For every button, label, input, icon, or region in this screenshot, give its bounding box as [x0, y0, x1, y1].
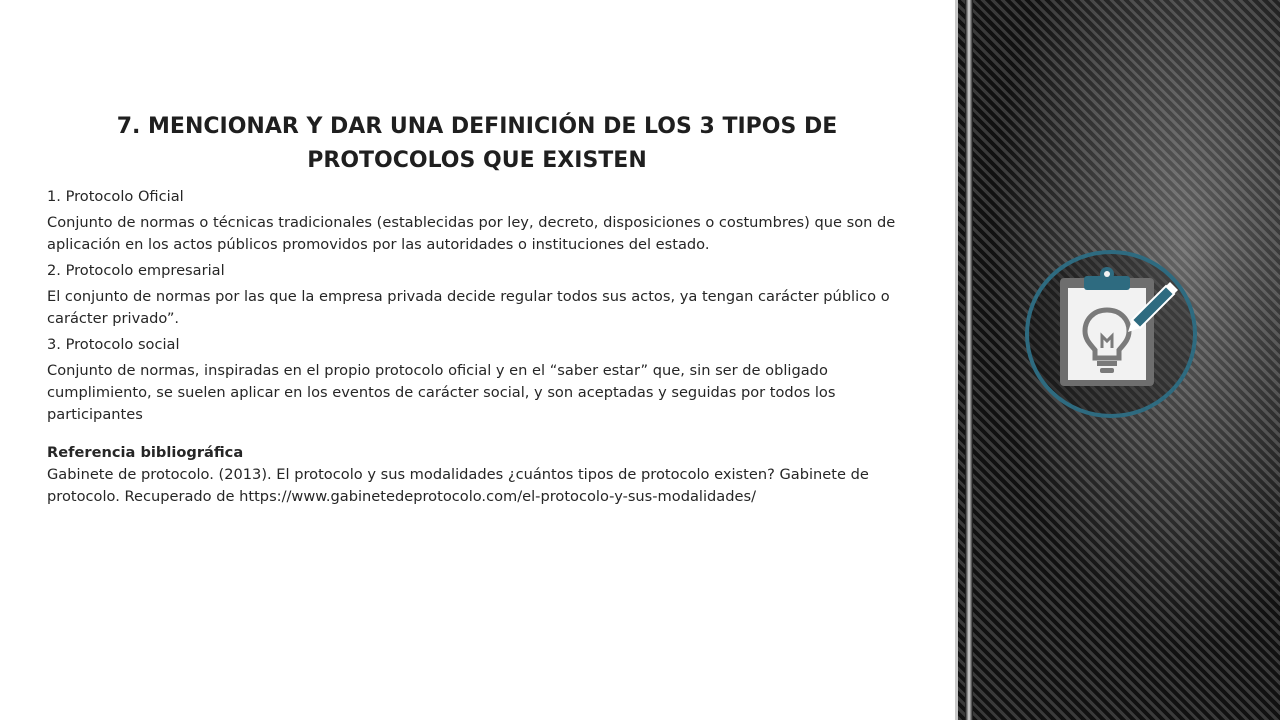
section-heading-empresarial: 2. Protocolo empresarial — [47, 262, 225, 279]
section-body-oficial: Conjunto de normas o técnicas tradicionales (establecidas por ley, decreto, disposiciones o costumbres) que son de aplicación en los actos públicos promovidos por las autoridades o instituciones del estado. — [47, 214, 896, 253]
section-heading-oficial: 1. Protocolo Oficial — [47, 188, 184, 205]
reference-body: Gabinete de protocolo. (2013). El protocolo y sus modalidades ¿cuántos tipos de protocolo existen? Gabinete de protocolo. Recuperado de https://www.gabinetedeprotocolo.com/el-protocolo-y-sus-modalidades/ — [47, 466, 869, 505]
reference-heading: Referencia bibliográfica — [47, 444, 244, 461]
clipboard-paper — [1068, 288, 1146, 380]
clipboard-lightbulb-pencil-icon — [1022, 248, 1200, 420]
slide-title: 7. MENCIONAR Y DAR UNA DEFINICIÓN DE LOS 3 TIPOS DE PROTOCOLOS QUE EXISTEN — [116, 114, 838, 173]
section-body-empresarial: El conjunto de normas por las que la empresa privada decide regular todos sus actos, ya tengan carácter público o carácter privado”. — [47, 288, 890, 327]
section-heading-social: 3. Protocolo social — [47, 336, 180, 353]
side-stripe — [965, 0, 973, 720]
slide-content — [47, 110, 927, 512]
section-body-social: Conjunto de normas, inspiradas en el propio protocolo oficial y en el “saber estar” que, sin ser de obligado cumplimiento, se suelen aplicar en los eventos de carácter social, y son aceptadas y seguidas por todos los participantes — [47, 362, 836, 423]
